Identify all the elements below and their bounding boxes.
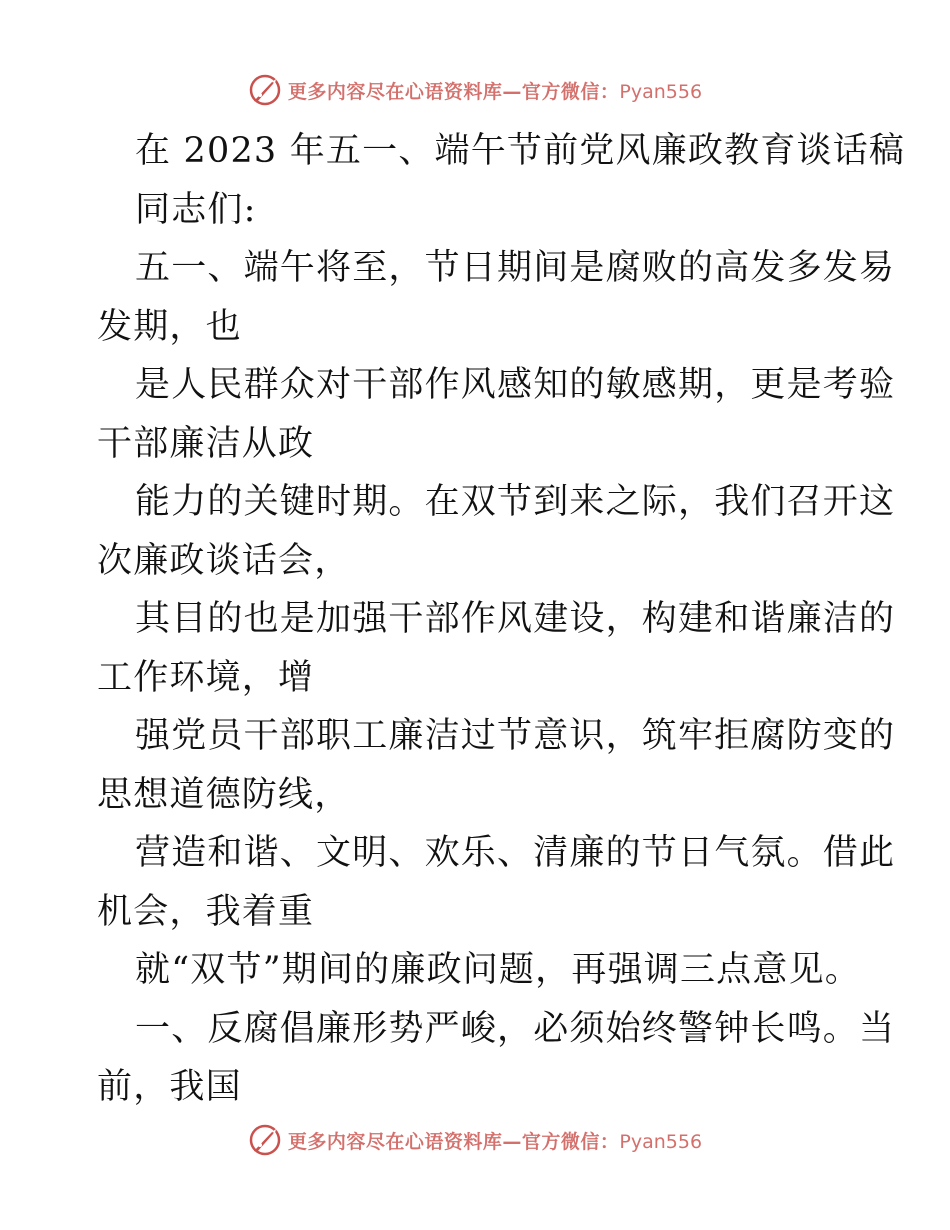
document-text-line: 就“双节”期间的廉政问题，再强调三点意见。	[135, 950, 861, 990]
document-text-line: 次廉政谈话会，	[97, 540, 351, 581]
document-text-line: 工作环境，增	[97, 657, 315, 698]
document-text-line: 是人民群众对干部作风感知的敏感期，更是考验	[135, 365, 896, 405]
document-text-line: 一、反腐倡廉形势严峻，必须始终警钟长鸣。当	[135, 1008, 896, 1049]
header-watermark-text: 更多内容尽在心语资料库—官方微信：Pyan556	[287, 80, 703, 103]
document-text-line: 五一、端午将至，节日期间是腐败的高发多发易	[135, 248, 896, 288]
document-text-line: 干部廉洁从政	[97, 423, 315, 464]
document-text-line: 发期，也	[97, 306, 242, 347]
header-watermark	[0, 70, 950, 110]
document-text-line: 强党员干部职工廉洁过节意识，筑牢拒腐防变的	[135, 716, 896, 756]
document-text-line: 营造和谐、文明、欢乐、清廉的节日气氛。借此	[135, 833, 896, 873]
quill-pen-logo-icon	[248, 73, 282, 107]
document-body	[97, 122, 906, 1117]
document-title-line: 在 2023 年五一、端午节前党风廉政教育谈话稿	[135, 131, 906, 171]
document-text-line: 其目的也是加强干部作风建设，构建和谐廉洁的	[135, 599, 896, 639]
document-text-line: 机会，我着重	[97, 891, 315, 932]
footer-watermark	[0, 1120, 950, 1160]
document-text-line: 前，我国	[97, 1067, 242, 1107]
document-text-line: 能力的关键时期。在双节到来之际，我们召开这	[135, 482, 896, 522]
document-text-line: 同志们:	[135, 189, 257, 230]
quill-pen-logo-icon	[248, 1123, 282, 1157]
document-text-line: 思想道德防线，	[97, 774, 351, 815]
footer-watermark-text: 更多内容尽在心语资料库—官方微信：Pyan556	[287, 1130, 703, 1153]
